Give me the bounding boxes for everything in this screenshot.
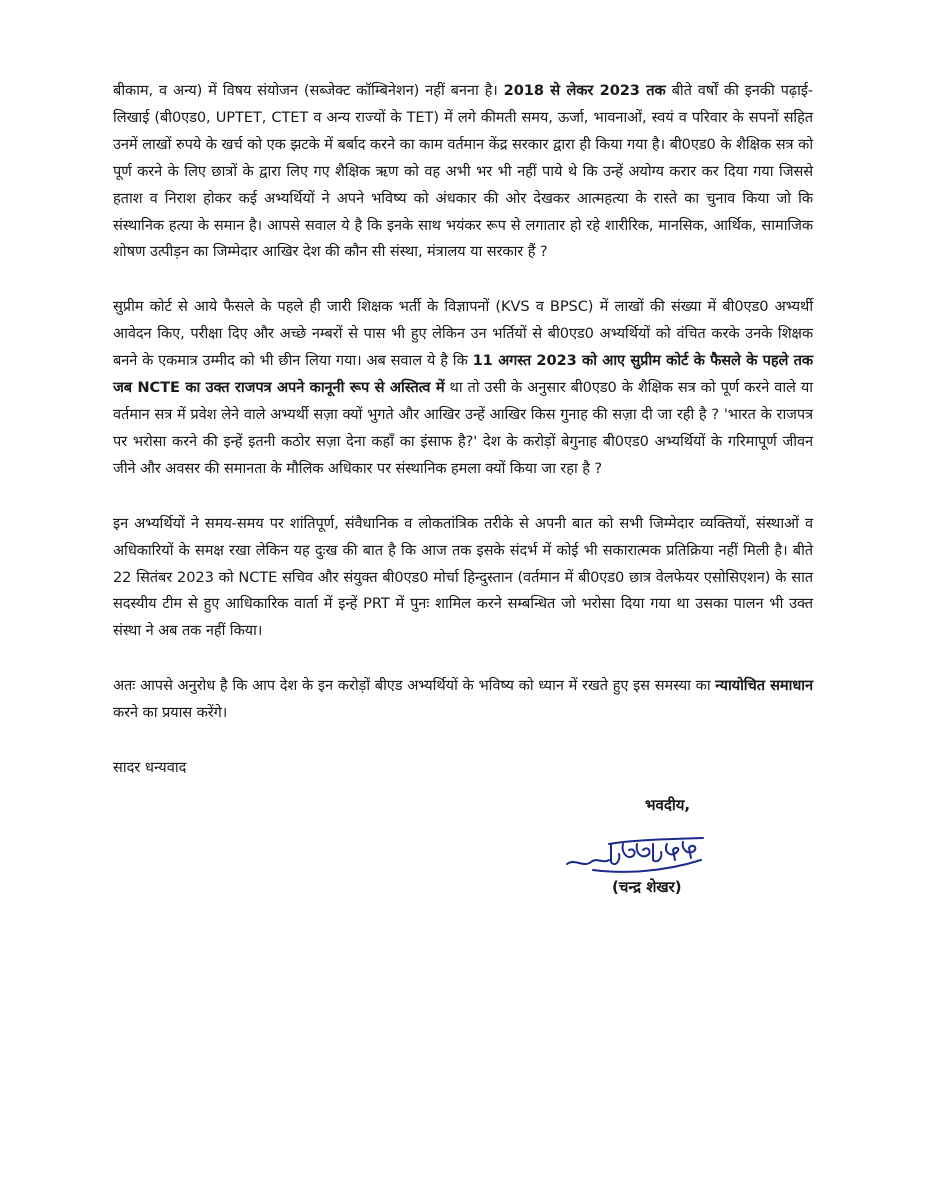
paragraph-4-text-c: करने का प्रयास करेंगे। bbox=[113, 704, 228, 722]
paragraph-4-bold: न्यायोचित समाधान bbox=[715, 677, 813, 695]
paragraph-4 bbox=[113, 673, 813, 727]
handwritten-signature bbox=[563, 830, 708, 882]
paragraph-1-bold: 2018 से लेकर 2023 तक bbox=[503, 82, 666, 99]
paragraph-2-bold: 11 अगस्त 2023 को आए सुप्रीम कोर्ट के फैसले के पहले तक जब NCTE का उक्त राजपत्र अपने कानूनी रूप से अस्तित्व में bbox=[113, 352, 813, 397]
paragraph-2-text-a: सुप्रीम कोर्ट से आये फैसले के पहले ही जारी शिक्षक भर्ती के विज्ञापनों (KVS व BPSC) में लाखों की संख्या में बी0एड0 अभ्यर्थी आवेदन किए, परीक्षा दिए और अच्छे नम्बरों से पास भी हुए लेकिन उन भर्तियों से बी0एड0 अभ्यर्थियों को वंचित करके उनके शिक्षक बनने के एकमात्र उम्मीद को भी छीन लिया गया। अब सवाल ये है कि bbox=[113, 298, 813, 370]
paragraph-4-text-a: अतः आपसे अनुरोध है कि आप देश के इन करोड़ों बीएड अभ्यर्थियों के भविष्य को ध्यान में रखते हुए इस समस्या का bbox=[113, 677, 716, 695]
paragraph-2-text-c: था तो उसी के अनुसार बी0एड0 के शैक्षिक सत्र को पूर्ण करने वाले या वर्तमान सत्र में प्रवेश लेने वाले अभ्यर्थी सज़ा क्यों भुगते और आखिर उन्हें आखिर किस गुनाह की सज़ा दी जा रही है ? 'भारत के राजपत्र पर भरोसा करने की इन्हें इतनी कठोर सज़ा देना कहाँ का इंसाफ है?' देश के करोड़ों बेगुनाह बी0एड0 अभ्यर्थियों के गरिमापूर्ण जीवन जीने और अवसर की समानता के मौलिक अधिकार पर संस्थानिक हमला क्यों किया जा रहा है ? bbox=[113, 379, 813, 477]
paragraph-1 bbox=[113, 78, 813, 266]
paragraph-2 bbox=[113, 294, 813, 482]
paragraph-1-text-a: बीकाम, व अन्य) में विषय संयोजन (सब्जेक्ट कॉम्बिनेशन) नहीं बनना है। bbox=[113, 82, 504, 99]
signer-name: (चन्द्र शेखर) bbox=[612, 878, 682, 896]
letter-body bbox=[113, 78, 813, 782]
paragraph-1-text-c: बीते वर्षों की इनकी पढ़ाई-लिखाई (बी0एड0, UPTET, CTET व अन्य राज्यों के TET) में लगे कीमती समय, ऊर्जा, भावनाओं, स्वयं व परिवार के सपनों सहित उनमें लाखों रुपये के खर्च को एक झटके में बर्बाद करने का काम वर्तमान केंद्र सरकार द्वारा ही किया गया है। बी0एड0 के शैक्षिक सत्र को पूर्ण करने के लिए छात्रों के द्वारा लिए गए शैक्षिक ऋण को वह अभी भर भी नहीं पाये थे कि उन्हें अयोग्य करार कर दिया गया जिससे हताश व निराश होकर कई अभ्यर्थियों ने अपने भविष्य को अंधकार की ओर देखकर आत्महत्या के रास्ते का चुनाव किया जो कि संस्थानिक हत्या के समान है। आपसे सवाल ये है कि इनके साथ भयंकर रूप से लगातार हो रहे शारीरिक, मानसिक, आर्थिक, सामाजिक शोषण उत्पीड़न का जिम्मेदार आखिर देश की कौन सी संस्था, मंत्रालय या सरकार हैं ? bbox=[113, 82, 813, 261]
closing-salutation: भवदीय, bbox=[645, 796, 691, 814]
thanks-line: सादर धन्यवाद bbox=[113, 759, 187, 777]
paragraph-3: इन अभ्यर्थियों ने समय-समय पर शांतिपूर्ण, संवैधानिक व लोकतांत्रिक तरीके से अपनी बात को सभी जिम्मेदार व्यक्तियों, संस्थाओं व अधिकारियों के समक्ष रखा लेकिन यह दुःख की बात है कि आज तक इसके संदर्भ में कोई भी सकारात्मक प्रतिक्रिया नहीं मिली है। बीते 22 सितंबर 2023 को NCTE सचिव और संयुक्त बी0एड0 मोर्चा हिन्दुस्तान (वर्तमान में बी0एड0 छात्र वेलफेयर एसोसिएशन) के सात सदस्यीय टीम से हुए आधिकारिक वार्ता में इन्हें PRT में पुनः शामिल करने सम्बन्धित जो भरोसा दिया गया था उसका पालन भी उक्त संस्था ने अब तक नहीं किया। bbox=[113, 514, 813, 640]
